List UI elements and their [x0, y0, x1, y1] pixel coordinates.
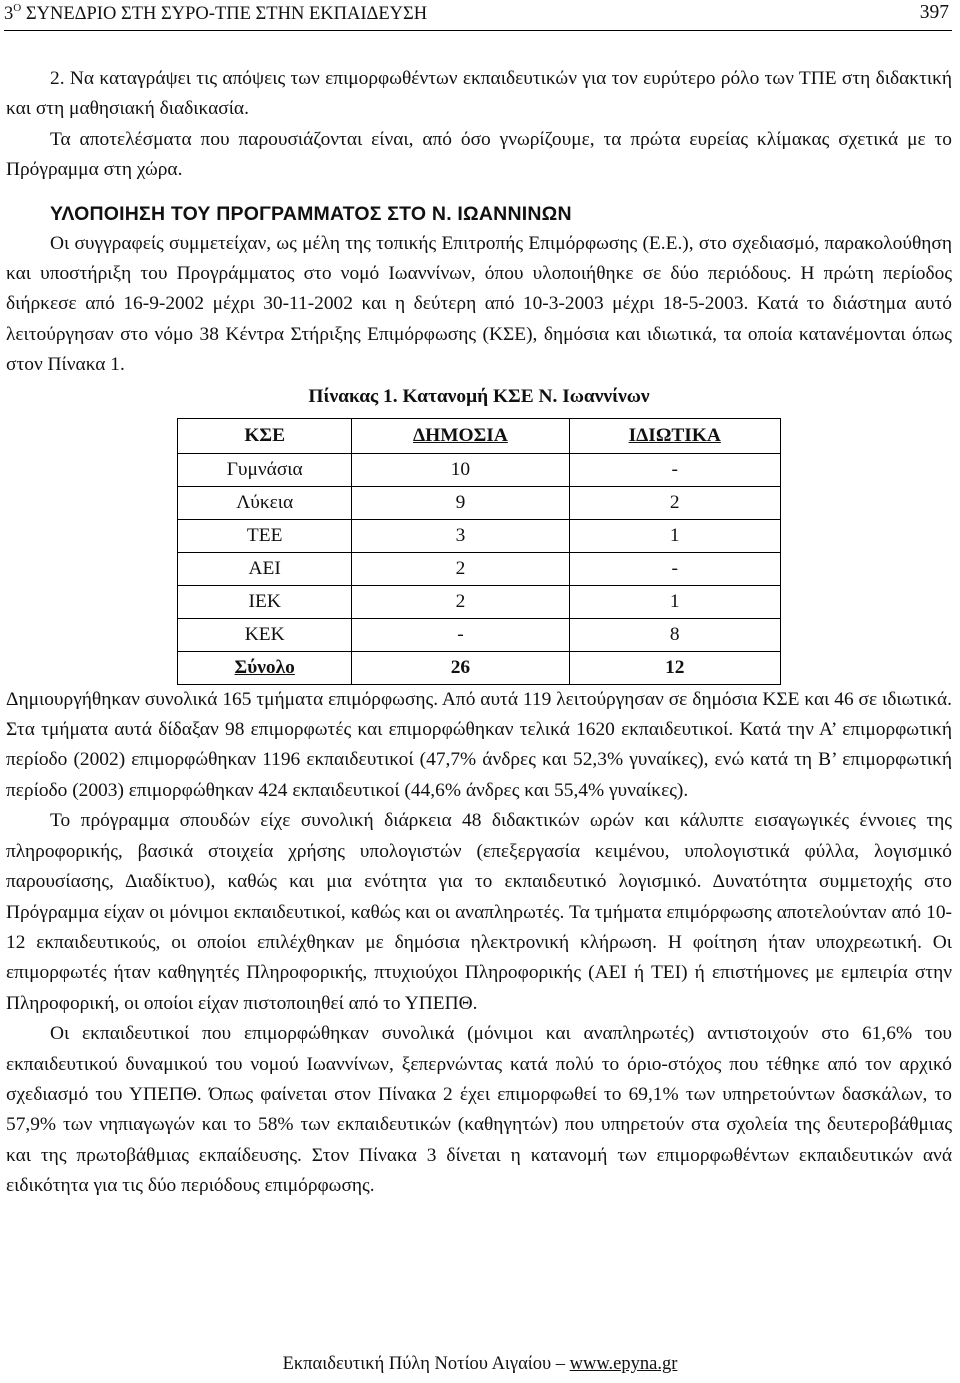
conference-title: $3^O$ ΣΥΝΕΔΡΙΟ ΣΤΗ ΣΥΡΟ-ΤΠΕ ΣΤΗΝ ΕΚΠΑΙΔΕΥΣΗ	[4, 2, 428, 24]
page-footer	[0, 1354, 960, 1375]
body-paragraph-2: Δημιουργήθηκαν συνολικά 165 τμήματα επιμόρφωσης. Από αυτά 119 λειτούργησαν σε δημόσια ΚΣΕ και 46 σε ιδιωτικά. Στα τμήματα αυτά δίδαξαν 98 επιμορφωτές και επιμορφώθηκαν τελικά 1620 εκπαιδευτικοί. Κατά την Α’ επιμορφωτική περίοδο (2002) επιμορφώθηκαν 1196 εκπαιδευτικοί (47,7% άνδρες και 52,3% γυναίκες), ενώ κατά τη Β’ επιμορφωτική περίοδο (2003) επιμορφώθηκαν 424 εκπαιδευτικοί (44,6% άνδρες και 55,4% γυναίκες).	[6, 688, 952, 801]
table-cell: ΑΕΙ	[178, 552, 352, 585]
table-row	[178, 453, 781, 486]
table-caption: Πίνακας 1. Κατανομή ΚΣΕ Ν. Ιωαννίνων	[308, 385, 650, 407]
table-cell: 3	[352, 519, 569, 552]
table-row	[178, 618, 781, 651]
table-header-cell: ΙΔΙΩΤΙΚΑ	[569, 418, 780, 453]
table-cell: Γυμνάσια	[178, 453, 352, 486]
table-header-row	[178, 418, 781, 453]
footer-text: Εκπαιδευτική Πύλη Νοτίου Αιγαίου –	[282, 1354, 570, 1374]
table-cell: 10	[352, 453, 569, 486]
table-cell: 12	[569, 651, 780, 684]
section-heading: ΥΛΟΠΟΙΗΣΗ ΤΟΥ ΠΡΟΓΡΑΜΜΑΤΟΣ ΣΤΟ Ν. ΙΩΑΝΝΙΝΩΝ	[50, 202, 572, 225]
page-content	[6, 64, 952, 1202]
table-cell: Σύνολο	[178, 651, 352, 684]
body-paragraph-4: Οι εκπαιδευτικοί που επιμορφώθηκαν συνολικά (μόνιμοι και αναπληρωτές) αντιστοιχούν στο 61,6% του εκπαιδευτικού δυναμικού του νομού Ιωαννίνων, ξεπερνώντας κατά πολύ το όριο-στόχος που τέθηκε από τον αρχικό σχεδιασμό του ΥΠΕΠΘ. Όπως φαίνεται στον Πίνακα 2 έχει επιμορφωθεί το 69,1% των υπηρετούντων δασκάλων, το 57,9% των νηπιαγωγών και το 58% των εκπαιδευτικών (καθηγητών) που υπηρετούν στα σχολεία της δευτεροβάθμιας και της πρωτοβάθμιας εκπαίδευσης. Στον Πίνακα 3 δίνεται η κατανομή των επιμορφωθέντων εκπαιδευτικών ανά ειδικότητα για τις δύο περιόδους επιμόρφωσης.	[6, 1023, 952, 1197]
table-row	[178, 519, 781, 552]
table-cell: -	[569, 453, 780, 486]
table-cell: 1	[569, 585, 780, 618]
table-cell: 26	[352, 651, 569, 684]
table-header-cell: ΚΣΕ	[178, 418, 352, 453]
table-cell: -	[352, 618, 569, 651]
table-cell: ΚΕΚ	[178, 618, 352, 651]
table-cell: 2	[352, 552, 569, 585]
table-total-row	[178, 651, 781, 684]
table-cell: 2	[569, 486, 780, 519]
table-cell: Λύκεια	[178, 486, 352, 519]
intro-item-2: 2. Να καταγράψει τις απόψεις των επιμορφωθέντων εκπαιδευτικών για τον ευρύτερο ρόλο των ΤΠΕ στη διδακτική και στη μαθησιακή διαδικασία.	[6, 68, 952, 120]
section-paragraph-1: Οι συγγραφείς συμμετείχαν, ως μέλη της τοπικής Επιτροπής Επιμόρφωσης (Ε.Ε.), στο σχεδιασμό, παρακολούθηση και υποστήριξη του Προγράμματος στο νομό Ιωαννίνων, όπου υλοποιήθηκε σε δύο περιόδους. Η πρώτη περίοδος διήρκεσε από 16-9-2002 μέχρι 30-11-2002 και η δεύτερη από 10-3-2003 μέχρι 18-5-2003. Κατά το διάστημα αυτό λειτούργησαν στο νόμο 38 Κέντρα Στήριξης Επιμόρφωσης (ΚΣΕ), δημόσια και ιδιωτικά, τα οποία κατανέμονται όπως στον Πίνακα 1.	[6, 232, 952, 376]
table-cell: ΤΕΕ	[178, 519, 352, 552]
table-cell: ΙΕΚ	[178, 585, 352, 618]
page-number: 397	[919, 2, 949, 23]
body-paragraph-3: Το πρόγραμμα σπουδών είχε συνολική διάρκεια 48 διδακτικών ωρών και κάλυπτε εισαγωγικές έννοιες της πληροφορικής, βασικά στοιχεία χρήσης υπολογιστών (επεξεργασία κειμένου, υπολογιστικά φύλλα, λογισμικό παρουσίασης, Διαδίκτυο), καθώς και μια ενότητα για το εκπαιδευτικό λογισμικό. Δυνατότητα συμμετοχής στο Πρόγραμμα είχαν οι μόνιμοι εκπαιδευτικοί, καθώς και οι αναπληρωτές. Τα τμήματα επιμόρφωσης αποτελούνταν από 10-12 εκπαιδευτικούς, οι οποίοι επιλέχθηκαν με δημόσια ηλεκτρονική κλήρωση. Η φοίτηση ήταν υποχρεωτική. Οι επιμορφωτές ήταν καθηγητές Πληροφορικής, πτυχιούχοι Πληροφορικής (ΑΕΙ ή ΤΕΙ) ή επιστήμονες με εμπειρία στην Πληροφορική, οι οποίοι είχαν πιστοποιηθεί από το ΥΠΕΠΘ.	[6, 810, 952, 1014]
table-row	[178, 552, 781, 585]
table-cell: 8	[569, 618, 780, 651]
intro-results: Τα αποτελέσματα που παρουσιάζονται είναι, από όσο γνωρίζουμε, τα πρώτα ευρείας κλίμακας σχετικά με το Πρόγραμμα στη χώρα.	[6, 128, 952, 181]
table-cell: 9	[352, 486, 569, 519]
kse-table	[177, 418, 781, 685]
page-header	[4, 4, 952, 31]
table-cell: -	[569, 552, 780, 585]
table-cell: 2	[352, 585, 569, 618]
footer-url-link[interactable]: www.epyna.gr	[569, 1354, 678, 1374]
table-cell: 1	[569, 519, 780, 552]
table-header-cell: ΔΗΜΟΣΙΑ	[352, 418, 569, 453]
table-row	[178, 585, 781, 618]
table-row	[178, 486, 781, 519]
